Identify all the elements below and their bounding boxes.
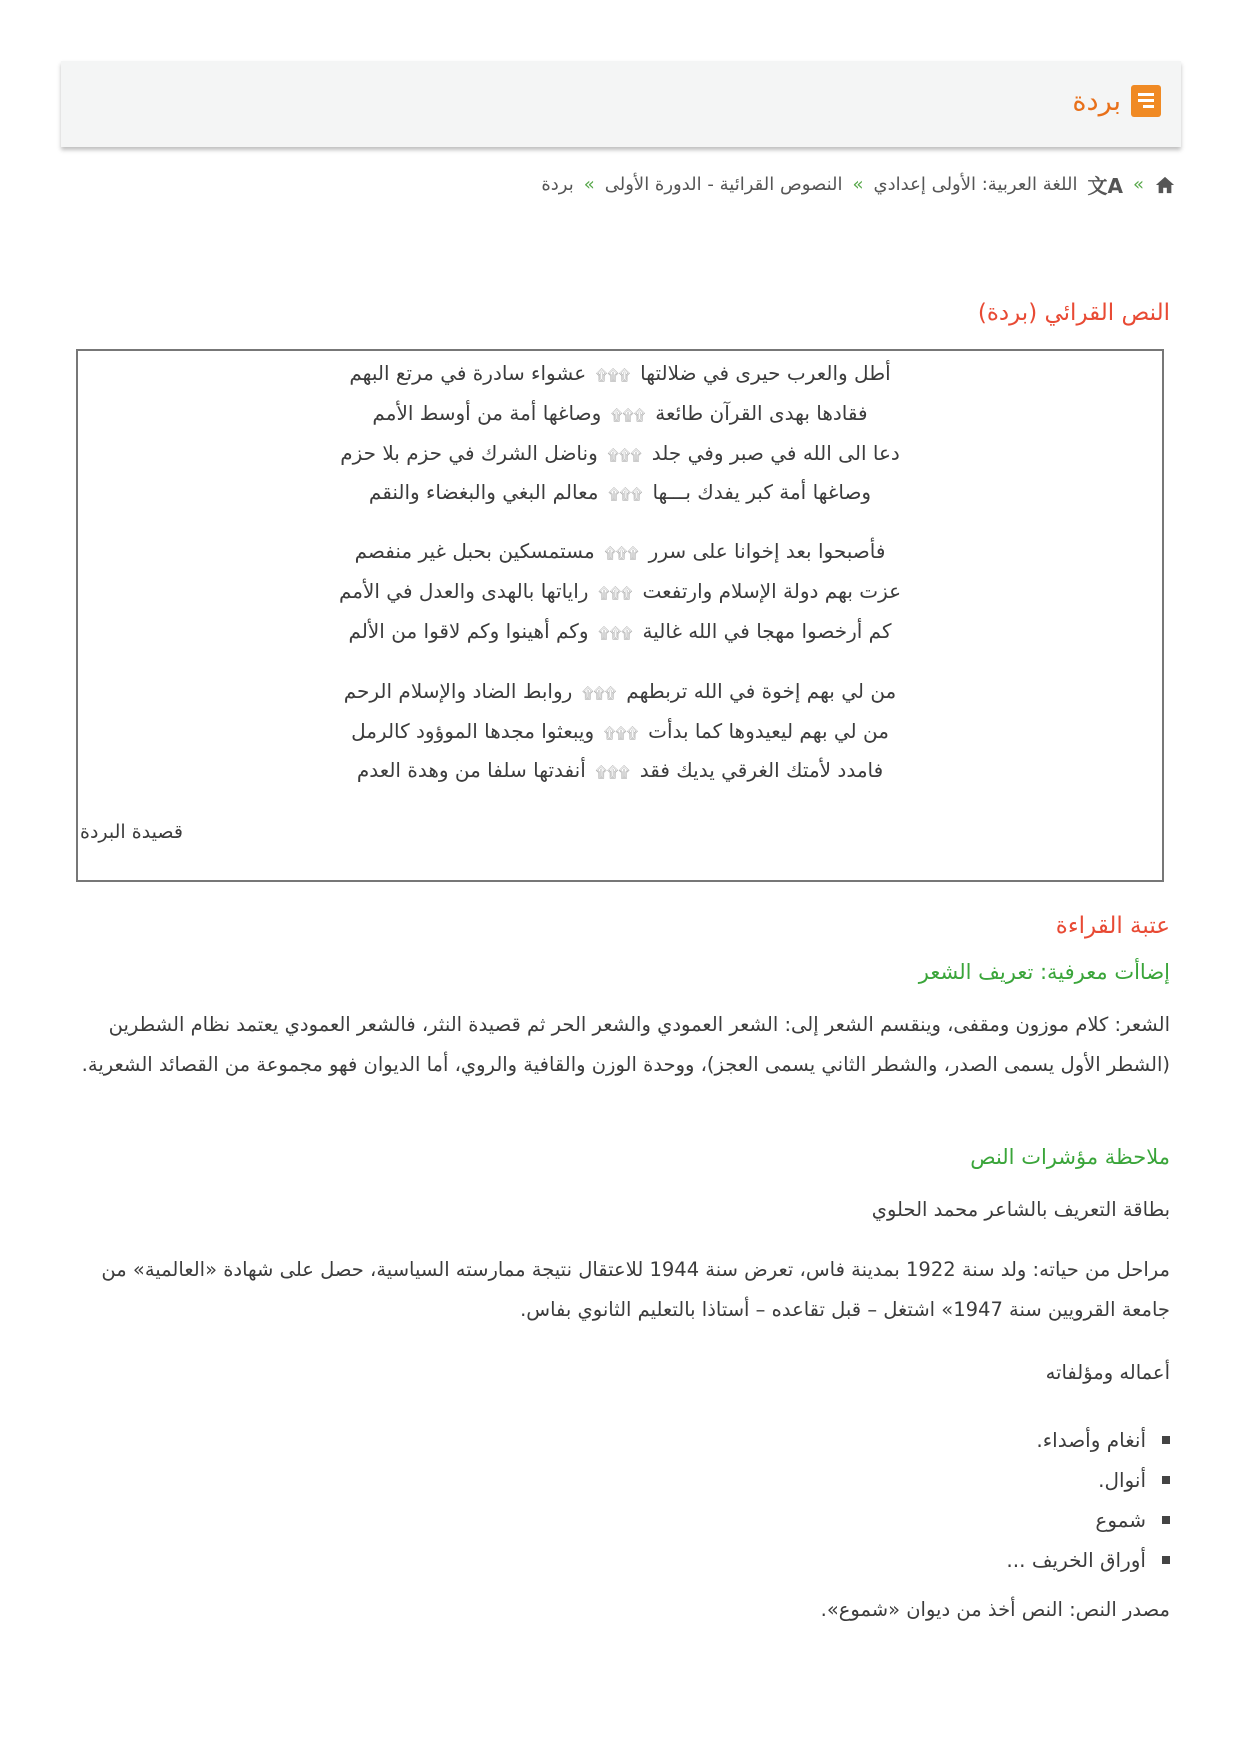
poet-card: بطاقة التعريف بالشاعر محمد الحلوي <box>871 1198 1170 1221</box>
poem-heading: النص القرائي (بردة) <box>977 300 1170 326</box>
breadcrumb <box>541 170 1176 199</box>
source-text: مصدر النص: النص أخذ من ديوان «شموع». <box>820 1598 1170 1621</box>
knowledge-text: الشعر: كلام موزون ومقفى، وينقسم الشعر إلى: الشعر العمودي والشعر الحر ثم قصيدة النثر، فالشعر العمودي يعتمد نظام الشطرين (الشطر الأول يسمى الصدر، والشطر الثاني يسمى العجز)، ووحدة الوزن والقافية والروي، أما الديوان فهو مجموعة من القصائد الشعرية. <box>81 1013 1170 1076</box>
header-title-group <box>1072 85 1161 117</box>
verse: عزت بهم دولة الإسلام وارتفعت۩۩۩راياتها بالهدى والعدل في الأمم <box>338 579 902 603</box>
reading-heading: عتبة القراءة <box>1055 913 1170 939</box>
list-item: أنوال. <box>1006 1460 1170 1500</box>
page-title: بردة <box>1072 85 1121 117</box>
verse: فامدد لأمتك الغرقي يديك فقد۩۩۩أنفدتها سلفا من وهدة العدم <box>356 758 884 782</box>
breadcrumb-item-current: بردة <box>541 174 574 195</box>
knowledge-heading: إضاأت معرفية: تعريف الشعر <box>918 960 1170 984</box>
works-heading: أعماله ومؤلفاته <box>1045 1361 1170 1384</box>
verse: من لي بهم ليعيدوها كما بدأت۩۩۩ويبعثوا مجدها الموؤود كالرمل <box>351 719 889 743</box>
life-stages: مراحل من حياته: ولد سنة 1922 بمدينة فاس، تعرض سنة 1944 للاعتقال نتيجة ممارسته السياسية، حصل على شهادة «العالمية» من جامعة القرويين سنة 1947» اشتغل – قبل تقاعده – أستاذا بالتعليم الثانوي بفاس. <box>101 1258 1170 1321</box>
verse: فأصبحوا بعد إخوانا على سرر۩۩۩مستمسكين بحبل غير منفصم <box>354 539 886 563</box>
breadcrumb-separator: » <box>1132 174 1144 195</box>
poem-box <box>76 349 1164 882</box>
breadcrumb-separator: » <box>583 174 595 195</box>
verse: كم أرخصوا مهجا في الله غالية۩۩۩وكم أهينوا وكم لاقوا من الألم <box>348 619 892 643</box>
indicators-heading: ملاحظة مؤشرات النص <box>970 1145 1170 1169</box>
verse: دعا الى الله في صبر وفي جلد۩۩۩وناضل الشرك في حزم بلا حزم <box>340 441 900 465</box>
breadcrumb-item-subject[interactable]: اللغة العربية: الأولى إعدادي <box>873 174 1078 195</box>
list-item: أوراق الخريف ... <box>1006 1540 1170 1580</box>
translate-icon: 文A <box>1087 174 1123 198</box>
page-header <box>61 61 1181 147</box>
works-list <box>1006 1420 1170 1580</box>
document-icon <box>1131 85 1161 117</box>
list-item: شموع <box>1006 1500 1170 1540</box>
verse: فقادها بهدى القرآن طائعة۩۩۩وصاغها أمة من أوسط الأمم <box>372 401 868 425</box>
verse: أطل والعرب حيرى في ضلالتها۩۩۩عشواء سادرة في مرتع البهم <box>349 361 891 385</box>
verse: وصاغها أمة كبر يفدك بـــها۩۩۩معالم البغي والبغضاء والنقم <box>368 480 872 504</box>
verse: من لي بهم إخوة في الله تربطهم۩۩۩روابط الضاد والإسلام الرحم <box>343 679 897 703</box>
list-item: أنغام وأصداء. <box>1006 1420 1170 1460</box>
home-icon[interactable] <box>1154 175 1176 195</box>
breadcrumb-item-unit[interactable]: النصوص القرائية - الدورة الأولى <box>604 174 843 195</box>
breadcrumb-separator: » <box>852 174 864 195</box>
poem-caption: قصيدة البردة <box>80 821 183 843</box>
